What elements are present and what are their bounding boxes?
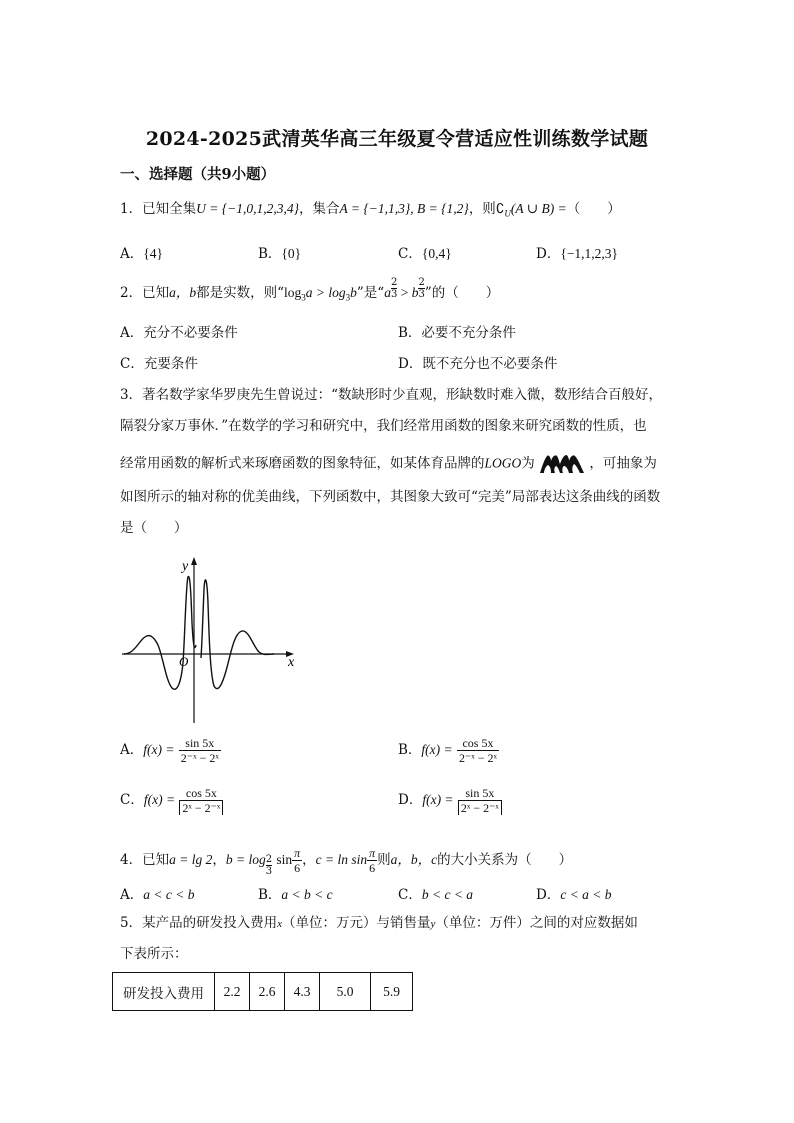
table-cell: 5.9 bbox=[371, 973, 413, 1011]
option-fraction bbox=[179, 786, 223, 815]
exp-num: 2 bbox=[390, 277, 398, 288]
table-row bbox=[113, 973, 413, 1011]
table-cell: 2.2 bbox=[215, 973, 250, 1011]
fraction-den: 2ˣ − 2⁻ˣ bbox=[179, 801, 223, 815]
kappa-logo-icon bbox=[539, 452, 585, 476]
q1-complement: ∁ bbox=[495, 201, 505, 216]
q1-option-b[interactable] bbox=[258, 242, 301, 262]
q4-b-sin: sin bbox=[276, 852, 293, 867]
option-label: B． bbox=[258, 246, 282, 262]
option-label: A． bbox=[120, 246, 144, 262]
q3-line-3c: ，可抽象为 bbox=[589, 455, 657, 472]
q2-prefix: 2．已知 bbox=[120, 285, 170, 301]
fraction-num: sin 5x bbox=[458, 786, 502, 801]
q2-log-base2: 3 bbox=[345, 292, 351, 303]
q1-option-a[interactable] bbox=[120, 242, 163, 262]
q5-line-2: 下表所示： bbox=[120, 946, 188, 962]
y-axis-label: y bbox=[182, 559, 189, 574]
table-cell: 2.6 bbox=[250, 973, 285, 1011]
option-value: {4} bbox=[143, 246, 163, 261]
six: 6 bbox=[369, 861, 376, 875]
option-label: C． bbox=[398, 246, 422, 262]
section-heading: 一、选择题（共9小题） bbox=[120, 166, 276, 183]
q4-prefix: 4．已知 bbox=[120, 852, 170, 868]
six: 6 bbox=[294, 861, 301, 875]
origin-label: O bbox=[179, 654, 189, 669]
fraction-den: 2ˣ − 2⁻ˣ bbox=[458, 801, 502, 815]
q4-tail: 则 bbox=[377, 852, 391, 868]
option-fx: f(x) = bbox=[421, 742, 453, 757]
q3-line-5: 是（ ） bbox=[120, 520, 188, 536]
option-label: B． bbox=[398, 325, 422, 341]
option-label: C． bbox=[120, 356, 144, 372]
y-axis-arrow-icon bbox=[191, 557, 197, 565]
option-label: C． bbox=[120, 792, 144, 808]
q2-mid2: ”是“ bbox=[356, 285, 385, 301]
q4-sep2: ， bbox=[302, 852, 316, 868]
q2-vars: a，b bbox=[169, 285, 197, 300]
q1-expr: (A ∪ B) = bbox=[510, 201, 567, 216]
q1-mid1: ，集合 bbox=[299, 201, 340, 217]
q4-option-d[interactable] bbox=[536, 883, 612, 903]
q2-pow-a: a bbox=[384, 285, 391, 300]
x-axis-label: x bbox=[288, 655, 295, 670]
q3-option-a[interactable] bbox=[120, 736, 221, 765]
q2-pow-b: b bbox=[411, 285, 419, 300]
option-value: {0} bbox=[281, 246, 302, 261]
question-4 bbox=[120, 846, 572, 877]
option-label: D． bbox=[398, 792, 423, 808]
exp-den: 3 bbox=[390, 289, 398, 300]
q3-line-1: 3．著名数学家华罗庚先生曾说过：“数缺形时少直观，形缺数时难入微，数形结合百般好， bbox=[120, 387, 662, 403]
q5-y: y bbox=[430, 918, 436, 930]
option-label: B． bbox=[398, 742, 422, 758]
q4-tail2: 的大小关系为（ ） bbox=[437, 852, 573, 868]
exp-num: 2 bbox=[418, 277, 425, 288]
q5-x: x bbox=[277, 918, 282, 930]
question-2 bbox=[120, 277, 500, 308]
q4-vars: a，b，c bbox=[390, 852, 438, 867]
option-label: C． bbox=[398, 887, 422, 903]
q3-function-graph bbox=[118, 553, 303, 728]
q3-line-3b: 为 bbox=[521, 455, 535, 472]
option-value: 必要不充分条件 bbox=[421, 325, 516, 341]
exp-den: 3 bbox=[418, 289, 425, 300]
q2-log-a: a > log bbox=[305, 285, 346, 300]
q3-option-b[interactable] bbox=[398, 736, 499, 765]
option-fx: f(x) = bbox=[422, 792, 454, 807]
option-label: A． bbox=[120, 325, 144, 341]
q1-paren: （ ） bbox=[566, 201, 621, 217]
q4-log-base bbox=[266, 854, 272, 877]
q3-option-d[interactable] bbox=[398, 786, 502, 815]
q2-log-b: b bbox=[350, 285, 357, 300]
q4-pi-over-6-b bbox=[367, 846, 377, 875]
fraction-num: cos 5x bbox=[457, 736, 499, 751]
q4-a-expr: a = lg 2 bbox=[169, 852, 213, 867]
option-value: 充要条件 bbox=[143, 356, 198, 372]
option-label: D． bbox=[398, 356, 423, 372]
option-value: b < c < a bbox=[421, 887, 474, 902]
q2-option-c[interactable] bbox=[120, 352, 198, 372]
option-fx: f(x) = bbox=[143, 792, 176, 807]
table-cell: 4.3 bbox=[285, 973, 320, 1011]
q3-option-c[interactable] bbox=[120, 786, 223, 815]
q2-option-a[interactable] bbox=[120, 321, 238, 341]
fraction-den: 2⁻ˣ − 2ˣ bbox=[458, 751, 497, 765]
option-fx: f(x) = bbox=[143, 742, 175, 757]
pi: π bbox=[294, 846, 301, 860]
fraction-num: cos 5x bbox=[179, 786, 223, 801]
q4-b-expr: b = log bbox=[225, 852, 266, 867]
curve bbox=[124, 576, 274, 689]
q5-data-table bbox=[112, 972, 413, 1011]
option-label: A． bbox=[120, 887, 144, 903]
option-value: c < a < b bbox=[560, 887, 612, 902]
q2-log-base: 3 bbox=[301, 292, 306, 303]
q4-pi-over-6 bbox=[292, 846, 302, 875]
question-5 bbox=[120, 913, 638, 934]
option-label: D． bbox=[536, 246, 561, 262]
q1-mid2: ，则 bbox=[468, 201, 496, 217]
base-num: 2 bbox=[265, 854, 273, 865]
q2-log: log bbox=[284, 285, 302, 300]
q3-line-3 bbox=[120, 452, 657, 476]
table-cell: 5.0 bbox=[320, 973, 371, 1011]
base-den: 3 bbox=[265, 866, 273, 877]
q3-logo-word: LOGO bbox=[484, 455, 522, 471]
question-1 bbox=[120, 199, 621, 224]
fraction-num: sin 5x bbox=[179, 736, 221, 751]
q3-line-4: 如图所示的轴对称的优美曲线，下列函数中，其图象大致可“完美”局部表达这条曲线的函数 bbox=[120, 489, 661, 505]
q1-complement-sub: U bbox=[504, 208, 511, 219]
q1-option-d[interactable] bbox=[536, 242, 618, 262]
q4-c-expr: c = ln sin bbox=[315, 852, 368, 867]
fraction-den: 2⁻ˣ − 2ˣ bbox=[180, 751, 219, 765]
q3-line-3a: 经常用函数的解析式来琢磨函数的图象特征，如某体育品牌的 bbox=[120, 455, 485, 472]
option-value: a < c < b bbox=[143, 887, 195, 902]
q4-option-b[interactable] bbox=[258, 883, 333, 903]
option-label: D． bbox=[536, 887, 561, 903]
q4-option-a[interactable] bbox=[120, 883, 194, 903]
option-value: a < b < c bbox=[281, 887, 333, 902]
q1-set-ab: A = {−1,1,3}, B = {1,2} bbox=[339, 201, 469, 216]
exam-title: 2024-2025武清英华高三年级夏令营适应性训练数学试题 bbox=[145, 128, 649, 150]
option-value: {−1,1,2,3} bbox=[560, 246, 619, 261]
q4-sep1: ， bbox=[212, 852, 226, 868]
q2-mid1: 都是实数，则“ bbox=[196, 285, 284, 301]
q5-line-1c: （单位：万件）之间的对应数据如 bbox=[435, 915, 638, 931]
option-label: A． bbox=[120, 742, 144, 758]
q1-option-c[interactable] bbox=[398, 242, 452, 262]
q1-set-u: U = {−1,0,1,2,3,4} bbox=[196, 201, 299, 216]
option-fraction bbox=[179, 736, 221, 765]
q2-mid3: ”的（ ） bbox=[424, 285, 500, 301]
q2-gt: > bbox=[397, 285, 412, 300]
q2-option-d[interactable] bbox=[398, 352, 557, 372]
option-value: {0,4} bbox=[421, 246, 452, 261]
q1-prefix: 1．已知全集 bbox=[120, 201, 197, 217]
q3-line-2: 隔裂分家万事休．”在数学的学习和研究中，我们经常用函数的图象来研究函数的性质，也 bbox=[120, 418, 647, 434]
option-value: 充分不必要条件 bbox=[143, 325, 238, 341]
q2-option-b[interactable] bbox=[398, 321, 516, 341]
table-header-cell: 研发投入费用 bbox=[113, 973, 215, 1011]
q5-line-1a: 5．某产品的研发投入费用 bbox=[120, 915, 278, 931]
q4-option-c[interactable] bbox=[398, 883, 473, 903]
pi: π bbox=[369, 846, 376, 860]
option-fraction bbox=[458, 786, 502, 815]
q5-line-1b: （单位：万元）与销售量 bbox=[281, 915, 431, 931]
option-fraction bbox=[457, 736, 499, 765]
option-label: B． bbox=[258, 887, 282, 903]
option-value: 既不充分也不必要条件 bbox=[422, 356, 558, 372]
